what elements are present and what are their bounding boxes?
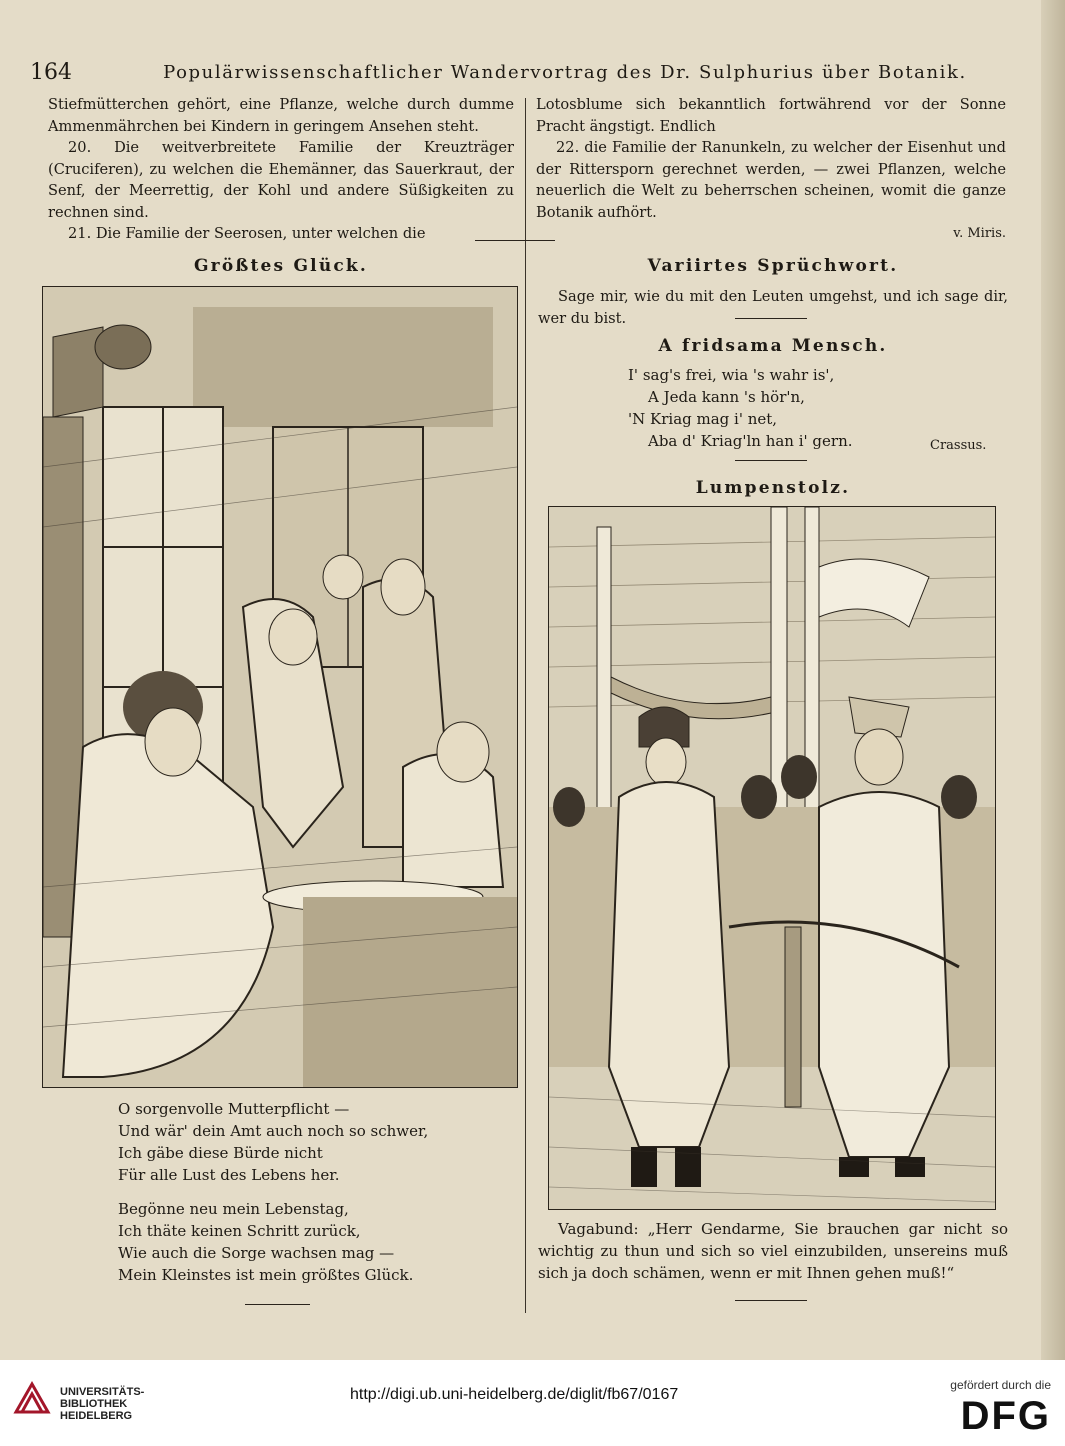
library-line: UNIVERSITÄTS- xyxy=(60,1386,145,1398)
heading-lumpenstolz: Lumpenstolz. xyxy=(695,478,851,498)
poem-line: Mein Kleinstes ist mein größtes Glück. xyxy=(118,1266,414,1284)
caption-text: Vagabund: „Herr Gendarme, Sie brauchen gar nicht so wichtig zu thun und sich so viel einzubilden, unsereins muß sich ja doch schämen, wenn er mit Ihnen gehen muß!“ xyxy=(538,1220,1008,1282)
illustration-gendarme-vagabond xyxy=(548,506,996,1210)
page-number: 164 xyxy=(30,60,72,85)
poem-line: Ich gäbe diese Bürde nicht xyxy=(118,1144,323,1162)
source-url-link[interactable]: http://digi.ub.uni-heidelberg.de/diglit/fb67/0167 xyxy=(350,1386,679,1403)
illustration-mother-children xyxy=(42,286,518,1088)
page-edge-shadow xyxy=(1041,0,1065,1360)
library-line: BIBLIOTHEK xyxy=(60,1398,128,1410)
signature-miris: v. Miris. xyxy=(953,226,1006,241)
end-rule-right xyxy=(735,1300,807,1301)
poem-groesstes-glueck xyxy=(118,1098,428,1286)
poem-line: A Jeda kann 's hör'n, xyxy=(648,388,805,406)
heading-fridsama-mensch: A fridsama Mensch. xyxy=(658,336,888,356)
section-rule xyxy=(735,460,807,461)
poem-line: Aba d' Kriag'ln han i' gern. xyxy=(648,432,853,450)
running-title: Populärwissenschaftlicher Wandervortrag des Dr. Sulphurius über Botanik. xyxy=(163,62,967,83)
right-column-text xyxy=(536,94,1006,245)
poem-line: Begönne neu mein Lebenstag, xyxy=(118,1200,349,1218)
heading-groesstes-glueck: Größtes Glück. xyxy=(193,256,369,276)
left-column-text xyxy=(48,94,514,245)
paragraph: 20. Die weitverbreitete Familie der Kreuzträger (Cruciferen), zu welchen die Ehemänner, das Sauerkraut, der Senf, der Meerrettig, der Kohl und andere Süßigkeiten zu rechnen sind. xyxy=(48,139,514,221)
paragraph: Lotosblume sich bekanntlich fortwährend vor der Sonne Pracht ängstigt. Endlich xyxy=(536,96,1006,135)
poem-line: Und wär' dein Amt auch noch so schwer, xyxy=(118,1122,429,1140)
ub-heidelberg-logo-icon xyxy=(12,1378,52,1418)
paragraph: 22. die Familie der Ranunkeln, zu welcher der Eisenhut und der Rittersporn gerechnet werden, — zwei Pflanzen, welche neuerlich die Welt zu beherrschen scheinen, womit die ganze Botanik aufhört. xyxy=(536,139,1006,221)
library-line: HEIDELBERG xyxy=(60,1410,133,1422)
signature-crassus: Crassus. xyxy=(930,438,987,453)
dfg-logo: DFG xyxy=(960,1394,1051,1438)
poem-line: Wie auch die Sorge wachsen mag — xyxy=(118,1244,395,1262)
poem-line: Für alle Lust des Lebens her. xyxy=(118,1166,340,1184)
library-name xyxy=(60,1386,144,1422)
column-divider xyxy=(525,98,526,1313)
heading-variirtes-spruechwort: Variirtes Sprüchwort. xyxy=(647,256,899,276)
paragraph: 21. Die Familie der Seerosen, unter welchen die xyxy=(68,225,426,242)
poem-line: I' sag's frei, wia 's wahr is', xyxy=(628,366,835,384)
variirtes-text xyxy=(538,286,1008,329)
lumpenstolz-caption xyxy=(538,1218,1008,1284)
paragraph: Sage mir, wie du mit den Leuten umgehst, und ich sage dir, wer du bist. xyxy=(538,288,1008,327)
paragraph: Stiefmütterchen gehört, eine Pflanze, welche durch dumme Ammenmährchen bei Kindern in geringem Ansehen steht. xyxy=(48,96,514,135)
section-rule xyxy=(475,240,555,241)
poem-line: 'N Kriag mag i' net, xyxy=(628,410,778,428)
funded-by-text: gefördert durch die xyxy=(950,1378,1051,1392)
end-rule-left xyxy=(245,1304,310,1305)
poem-fridsama xyxy=(628,364,853,452)
poem-line: Ich thäte keinen Schritt zurück, xyxy=(118,1222,361,1240)
section-rule xyxy=(735,318,807,319)
poem-line: O sorgenvolle Mutterpflicht — xyxy=(118,1100,350,1118)
